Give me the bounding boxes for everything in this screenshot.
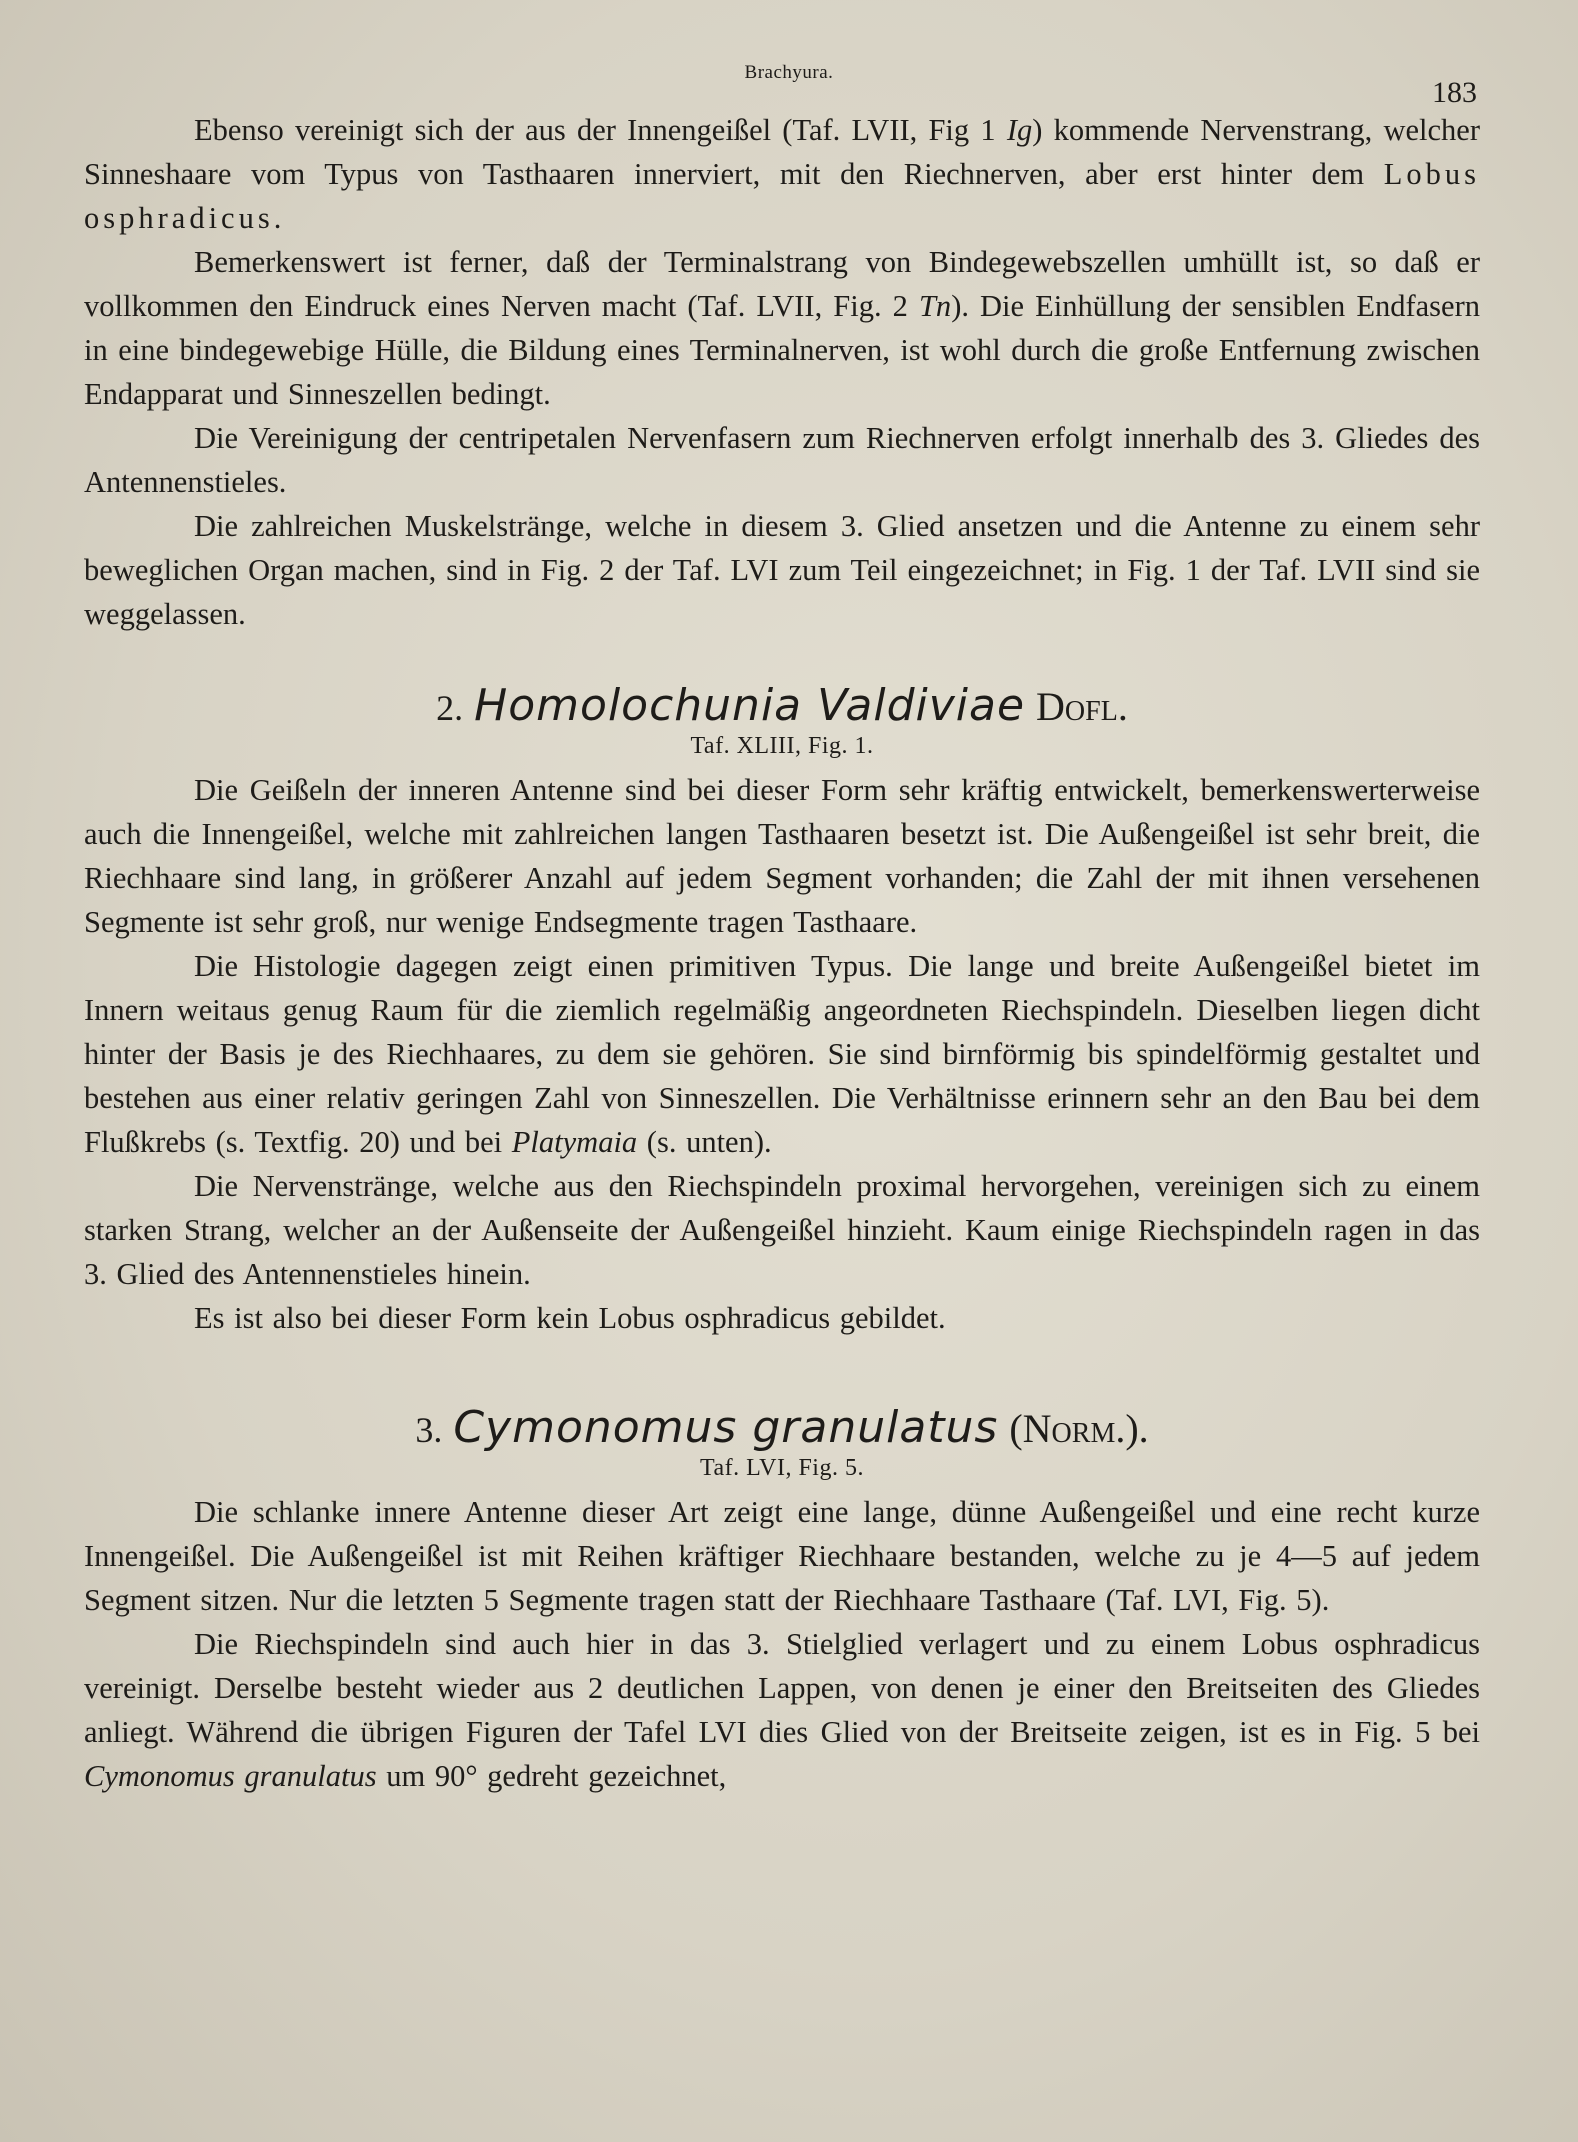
- text-run: ). Die Einhüllung der sensiblen Endfasern in eine bindegewebige Hülle, die Bildung eines Terminalnerven, ist wohl durch die große Entfernung zwischen Endapparat und Sinneszellen bedingt.: [84, 289, 1480, 411]
- plate-reference: Taf. XLIII, Fig. 1.: [690, 733, 874, 759]
- paragraph: [84, 1622, 1480, 1798]
- paragraph: Die zahlreichen Muskelstränge, welche in diesem 3. Glied ansetzen und die Antenne zu einem sehr beweglichen Organ machen, sind in Fig. 2 der Taf. LVI zum Teil eingezeichnet; in Fig. 1 der Taf. LVII sind sie weggelassen.: [84, 509, 1480, 631]
- section-number: 2.: [436, 688, 464, 728]
- paragraph: Die Nervenstränge, welche aus den Riechspindeln proximal hervorgehen, vereinigen sich zu einem starken Strang, welcher an der Außenseite der Außengeißel hinzieht. Kaum einige Riechspindeln ragen in das 3. Glied des Antennenstieles hinein.: [84, 1169, 1480, 1291]
- text-run: .: [273, 201, 282, 235]
- plate-reference: Taf. LVI, Fig. 5.: [700, 1455, 864, 1481]
- species-author: (Norm.).: [1009, 1406, 1149, 1451]
- page-number: 183: [1432, 76, 1477, 109]
- paragraph: Die schlanke innere Antenne dieser Art zeigt eine lange, dünne Außengeißel und eine recht kurze Innengeißel. Die Außengeißel ist mit Reihen kräftiger Riechhaare bestanden, welche zu je 4—5 auf jedem Segment sitzen. Nur die letzten 5 Segmente tragen statt der Riechhaare Tasthaare (Taf. LVI, Fig. 5).: [84, 1495, 1480, 1617]
- running-title: Brachyura.: [744, 62, 834, 83]
- figure-label: Tn: [918, 289, 952, 323]
- paragraph: Die Vereinigung der centripetalen Nervenfasern zum Riechnerven erfolgt innerhalb des 3. Gliedes des Antennenstieles.: [84, 421, 1480, 499]
- species-name-inline: Cymonomus granulatus: [84, 1759, 377, 1793]
- paragraph: Die Geißeln der inneren Antenne sind bei dieser Form sehr kräftig entwickelt, bemerkenswerterweise auch die Innengeißel, welche mit zahlreichen langen Tasthaaren besetzt ist. Die Außengeißel ist sehr breit, die Riechhaare sind lang, in größerer Anzahl auf jedem Segment vorhanden; die Zahl der mit ihnen versehenen Segmente ist sehr groß, nur wenige Endsegmente tragen Tasthaare.: [84, 773, 1480, 939]
- body-text: [84, 108, 1480, 1798]
- spaced-term: Lobus osphradicus: [84, 157, 1480, 235]
- section-number: 3.: [415, 1410, 443, 1450]
- paragraph: [84, 108, 1480, 240]
- genus-name: Platymaia: [511, 1125, 638, 1159]
- section-heading: [84, 1402, 1480, 1453]
- species-name: Cymonomus granulatus: [453, 1402, 999, 1453]
- paragraph: [84, 944, 1480, 1164]
- text-run: Bemerkenswert ist ferner, daß der Terminalstrang von Bindegewebszellen umhüllt ist, so daß er vollkommen den Eindruck eines Nerven macht (Taf. LVII, Fig. 2: [84, 245, 1480, 323]
- paragraph: Es ist also bei dieser Form kein Lobus osphradicus gebildet.: [194, 1301, 946, 1335]
- species-author: Dofl.: [1036, 684, 1128, 729]
- text-run: Ebenso vereinigt sich der aus der Innengeißel (Taf. LVII, Fig 1: [194, 113, 1007, 147]
- figure-label: Ig: [1006, 113, 1033, 147]
- text-run: ) kommende Nervenstrang, welcher Sinneshaare vom Typus von Tasthaaren innerviert, mit den Riechnerven, aber erst hinter dem: [84, 113, 1480, 191]
- text-run: um 90° gedreht gezeichnet,: [376, 1759, 727, 1793]
- text-run: (s. unten).: [637, 1125, 772, 1159]
- text-run: Die Histologie dagegen zeigt einen primitiven Typus. Die lange und breite Außengeißel bietet im Innern weitaus genug Raum für die ziemlich regelmäßig angeordneten Riechspindeln. Dieselben liegen dicht hinter der Basis je des Riechhaares, zu dem sie gehören. Sie sind birnförmig bis spindelförmig gestaltet und bestehen aus einer relativ geringen Zahl von Sinneszellen. Die Verhältnisse erinnern sehr an den Bau bei dem Flußkrebs (s. Textfig. 20) und bei: [84, 949, 1480, 1159]
- species-name: Homolochunia Valdiviae: [474, 680, 1026, 731]
- paragraph: [84, 240, 1480, 416]
- section-heading: [84, 680, 1480, 731]
- text-run: Die Riechspindeln sind auch hier in das 3. Stielglied verlagert und zu einem Lobus osphradicus vereinigt. Derselbe besteht wieder aus 2 deutlichen Lappen, von denen je einer den Breitseiten des Gliedes anliegt. Während die übrigen Figuren der Tafel LVI dies Glied von der Breitseite zeigen, ist es in Fig. 5 bei: [84, 1627, 1480, 1749]
